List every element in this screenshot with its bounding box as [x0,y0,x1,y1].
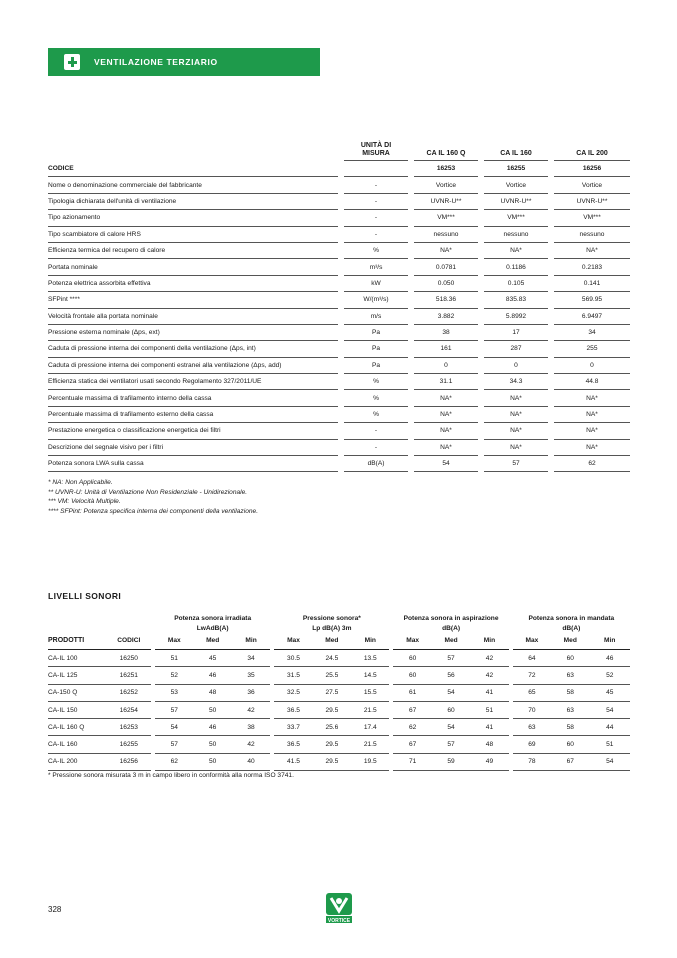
spec-value: NA* [414,423,478,439]
spec-row [48,177,630,193]
sound-row [48,719,630,736]
sound-value: 54 [589,753,630,770]
sound-row [48,736,630,753]
spec-value: NA* [554,242,630,258]
spec-value: NA* [414,390,478,406]
sound-value: 57 [432,736,470,753]
product-name: CA-IL 200 [48,753,107,770]
spec-value: 16256 [554,161,630,177]
spec-unit: - [344,439,408,455]
sound-value: 54 [155,719,193,736]
spec-row [48,390,630,406]
spec-row [48,308,630,324]
sound-value: 15.5 [351,684,389,701]
spec-unit: % [344,374,408,390]
spec-value: Vortice [554,177,630,193]
spec-value: 31.1 [414,374,478,390]
product-code: 16252 [107,684,151,701]
spec-label: Potenza elettrica assorbita effettiva [48,275,338,291]
sound-table [48,614,630,771]
spec-row [48,324,630,340]
sound-value: 41.5 [274,753,312,770]
spec-value: UVNR-U** [554,193,630,209]
sound-value: 50 [193,736,231,753]
group-header: Potenza sonora in aspirazione dB(A) [403,615,499,632]
sound-value: 60 [551,650,589,667]
sound-value: 46 [589,650,630,667]
sound-value: 57 [155,736,193,753]
spec-row [48,357,630,373]
sound-value: 50 [193,701,231,718]
spec-value: NA* [484,390,548,406]
svg-text:VORTICE: VORTICE [327,917,351,923]
sound-value: 62 [393,719,431,736]
spec-value: 34.3 [484,374,548,390]
spec-unit: - [344,423,408,439]
spec-unit: Pa [344,341,408,357]
spec-value: 0 [484,357,548,373]
spec-row [48,292,630,308]
sound-value: 31.5 [274,667,312,684]
product-name: CA-IL 160 Q [48,719,107,736]
spec-row [48,193,630,209]
spec-label: Pressione esterna nominale (Δps, ext) [48,324,338,340]
spec-unit: kW [344,275,408,291]
spec-row [48,341,630,357]
spec-row [48,439,630,455]
spec-label: Caduta di pressione interna dei componenti estranei alla ventilazione (Δps, add) [48,357,338,373]
sound-value: 46 [193,719,231,736]
spec-unit: - [344,210,408,226]
spec-label: Descrizione del segnale visivo per i filtri [48,439,338,455]
spec-value: Vortice [484,177,548,193]
sound-value: 42 [470,667,508,684]
spec-value: 34 [554,324,630,340]
spec-unit: W/(m³/s) [344,292,408,308]
sound-value: 36.5 [274,701,312,718]
sound-row [48,753,630,770]
spec-value: NA* [414,242,478,258]
product-code: 16251 [107,667,151,684]
product-name: CA-IL 150 [48,701,107,718]
sound-value: 57 [155,701,193,718]
spec-value: 17 [484,324,548,340]
sound-value: 25.6 [313,719,351,736]
spec-label: Caduta di pressione interna dei componenti della ventilazione (Δps, int) [48,341,338,357]
spec-table [48,142,630,472]
spec-value: Vortice [414,177,478,193]
product-name: CA-IL 160 [48,736,107,753]
spec-value: 16255 [484,161,548,177]
spec-unit: - [344,193,408,209]
sub-col-header: Med [313,634,351,650]
spec-value: VM*** [414,210,478,226]
sound-section-title: LIVELLI SONORI [48,591,122,601]
spec-value: 287 [484,341,548,357]
sound-value: 45 [589,684,630,701]
sound-value: 60 [393,650,431,667]
model-header: CA IL 200 [554,142,630,161]
spec-value: 6.9497 [554,308,630,324]
sound-value: 42 [232,736,270,753]
sound-value: 19.5 [351,753,389,770]
spec-value: 0.2183 [554,259,630,275]
spec-row [48,161,630,177]
product-code: 16250 [107,650,151,667]
spec-value: nessuno [484,226,548,242]
sound-value: 71 [393,753,431,770]
spec-value: 161 [414,341,478,357]
spec-value: UVNR-U** [414,193,478,209]
group-header: Potenza sonora in mandata dB(A) [528,615,615,632]
sound-value: 53 [155,684,193,701]
spec-value: VM*** [554,210,630,226]
spec-row [48,210,630,226]
sub-col-header: Max [274,634,312,650]
sound-value: 51 [589,736,630,753]
spec-unit [344,161,408,177]
sound-value: 64 [513,650,551,667]
spec-value: 62 [554,456,630,472]
sound-value: 65 [513,684,551,701]
spec-value: NA* [414,439,478,455]
model-header: CA IL 160 Q [414,142,478,161]
sound-value: 72 [513,667,551,684]
sound-value: 44 [589,719,630,736]
spec-label: Prestazione energetica o classificazione energetica dei filtri [48,423,338,439]
sound-value: 42 [470,650,508,667]
sound-value: 50 [193,753,231,770]
spec-row [48,374,630,390]
product-code: 16253 [107,719,151,736]
spec-label: Potenza sonora LWA sulla cassa [48,456,338,472]
spec-value: 255 [554,341,630,357]
sound-value: 58 [551,719,589,736]
spec-value: NA* [484,242,548,258]
product-name: CA-IL 125 [48,667,107,684]
spec-row [48,259,630,275]
spec-value: 0.141 [554,275,630,291]
sound-value: 78 [513,753,551,770]
sound-value: 63 [551,701,589,718]
sound-value: 58 [551,684,589,701]
sound-value: 46 [193,667,231,684]
section-header [48,48,320,76]
sound-value: 36 [232,684,270,701]
spec-label: Percentuale massima di trafilamento interno della cassa [48,390,338,406]
product-name: CA-IL 100 [48,650,107,667]
sub-col-header: Med [193,634,231,650]
sub-col-header: Max [155,634,193,650]
spec-value: 16253 [414,161,478,177]
sound-value: 54 [589,701,630,718]
sound-value: 52 [589,667,630,684]
spec-label: Tipo azionamento [48,210,338,226]
sound-value: 30.5 [274,650,312,667]
sound-value: 29.5 [313,736,351,753]
sound-value: 60 [393,667,431,684]
spec-value: NA* [554,406,630,422]
spec-value: NA* [484,423,548,439]
sound-value: 34 [232,650,270,667]
spec-unit: % [344,242,408,258]
spec-value: UVNR-U** [484,193,548,209]
spec-row [48,423,630,439]
spec-value: 0.105 [484,275,548,291]
spec-value: 44.8 [554,374,630,390]
sound-value: 41 [470,684,508,701]
sound-value: 27.5 [313,684,351,701]
product-code: 16255 [107,736,151,753]
sound-value: 40 [232,753,270,770]
sound-value: 33.7 [274,719,312,736]
spec-value: 0.0781 [414,259,478,275]
sub-col-header: Max [393,634,431,650]
spec-label: Efficienza statica dei ventilatori usati secondo Regolamento 327/2011/UE [48,374,338,390]
sound-value: 67 [393,701,431,718]
col-codes: CODICI [107,634,151,650]
sound-value: 21.5 [351,736,389,753]
sound-value: 59 [432,753,470,770]
sub-col-header: Min [232,634,270,650]
product-code: 16256 [107,753,151,770]
sound-value: 69 [513,736,551,753]
spec-unit: Pa [344,324,408,340]
sound-value: 48 [470,736,508,753]
spec-value: NA* [554,390,630,406]
note: * NA: Non Applicabile. [48,479,113,486]
sound-value: 49 [470,753,508,770]
spec-label: CODICE [48,161,338,177]
spec-unit: % [344,390,408,406]
sub-col-header: Med [551,634,589,650]
sound-value: 41 [470,719,508,736]
spec-unit: Pa [344,357,408,373]
sound-value: 67 [551,753,589,770]
sound-value: 29.5 [313,753,351,770]
product-name: CA-150 Q [48,684,107,701]
spec-value: 0.1186 [484,259,548,275]
note: ** UVNR-U: Unità di Ventilazione Non Residenziale - Unidirezionale. [48,488,248,496]
spec-unit: - [344,226,408,242]
sound-value: 51 [470,701,508,718]
spec-value: 518.36 [414,292,478,308]
spec-value: 38 [414,324,478,340]
spec-value: 3.882 [414,308,478,324]
sub-col-header: Min [351,634,389,650]
sound-value: 56 [432,667,470,684]
spec-row [48,456,630,472]
sound-row [48,701,630,718]
spec-value: 57 [484,456,548,472]
spec-label: Portata nominale [48,259,338,275]
sound-value: 25.5 [313,667,351,684]
spec-label: Velocità frontale alla portata nominale [48,308,338,324]
col-products: PRODOTTI [48,634,107,650]
sound-value: 57 [432,650,470,667]
sound-value: 60 [551,736,589,753]
spec-value: 54 [414,456,478,472]
sound-value: 60 [432,701,470,718]
sound-value: 63 [513,719,551,736]
sound-value: 38 [232,719,270,736]
spec-value: NA* [554,439,630,455]
sub-col-header: Max [513,634,551,650]
sound-value: 63 [551,667,589,684]
note: *** VM: Velocità Multiple. [48,498,121,505]
sound-value: 42 [232,701,270,718]
product-code: 16254 [107,701,151,718]
spec-unit: m/s [344,308,408,324]
note: **** SFPint: Potenza specifica interna dei componenti della ventilazione. [48,507,259,515]
sound-value: 32.5 [274,684,312,701]
spec-unit: - [344,177,408,193]
spec-unit: m³/s [344,259,408,275]
page-number: 328 [48,905,62,914]
spec-value: NA* [554,423,630,439]
spec-unit: dB(A) [344,456,408,472]
sound-value: 24.5 [313,650,351,667]
section-title: VENTILAZIONE TERZIARIO [94,57,218,67]
spec-row [48,226,630,242]
spec-row [48,406,630,422]
spec-label: SFPint **** [48,292,338,308]
sound-value: 36.5 [274,736,312,753]
sound-value: 67 [393,736,431,753]
sound-row [48,667,630,684]
sound-value: 13.5 [351,650,389,667]
spec-value: 835.83 [484,292,548,308]
sound-value: 17.4 [351,719,389,736]
group-header: Potenza sonora irradiata LwAdB(A) [174,615,252,632]
sound-value: 61 [393,684,431,701]
spec-row [48,242,630,258]
spec-value: 5.8992 [484,308,548,324]
vortice-logo [326,893,352,923]
spec-label: Percentuale massima di trafilamento esterno della cassa [48,406,338,422]
spec-label: Efficienza termica del recupero di calore [48,242,338,258]
spec-unit: % [344,406,408,422]
sound-value: 14.5 [351,667,389,684]
sound-value: 48 [193,684,231,701]
spec-value: 569.95 [554,292,630,308]
model-header: CA IL 160 [484,142,548,161]
sub-col-header: Min [470,634,508,650]
spec-value: 0 [554,357,630,373]
group-header: Pressione sonora* Lp dB(A) 3m [302,615,361,632]
spec-value: NA* [414,406,478,422]
sound-row [48,684,630,701]
spec-label: Nome o denominazione commerciale del fabbricante [48,177,338,193]
spec-row [48,275,630,291]
sound-value: 70 [513,701,551,718]
sound-value: 62 [155,753,193,770]
sound-value: 35 [232,667,270,684]
spec-label: Tipologia dichiarata dell'unità di ventilazione [48,193,338,209]
spec-value: nessuno [554,226,630,242]
spec-value: 0 [414,357,478,373]
spec-value: nessuno [414,226,478,242]
spec-value: NA* [484,439,548,455]
sound-value: 54 [432,684,470,701]
sub-col-header: Min [589,634,630,650]
sound-value: 29.5 [313,701,351,718]
spec-notes [48,478,258,516]
sound-row [48,650,630,667]
sound-value: 52 [155,667,193,684]
sound-value: 21.5 [351,701,389,718]
sub-col-header: Med [432,634,470,650]
unit-header: UNITÀ DI MISURA [344,142,408,161]
spec-value: 0.050 [414,275,478,291]
plus-box-icon [64,54,80,70]
spec-value: NA* [484,406,548,422]
sound-value: 45 [193,650,231,667]
spec-value: VM*** [484,210,548,226]
sound-value: 54 [432,719,470,736]
sound-footnote: * Pressione sonora misurata 3 m in campo libero in conformità alla norma ISO 3741. [48,772,294,779]
sound-value: 51 [155,650,193,667]
spec-label: Tipo scambiatore di calore HRS [48,226,338,242]
